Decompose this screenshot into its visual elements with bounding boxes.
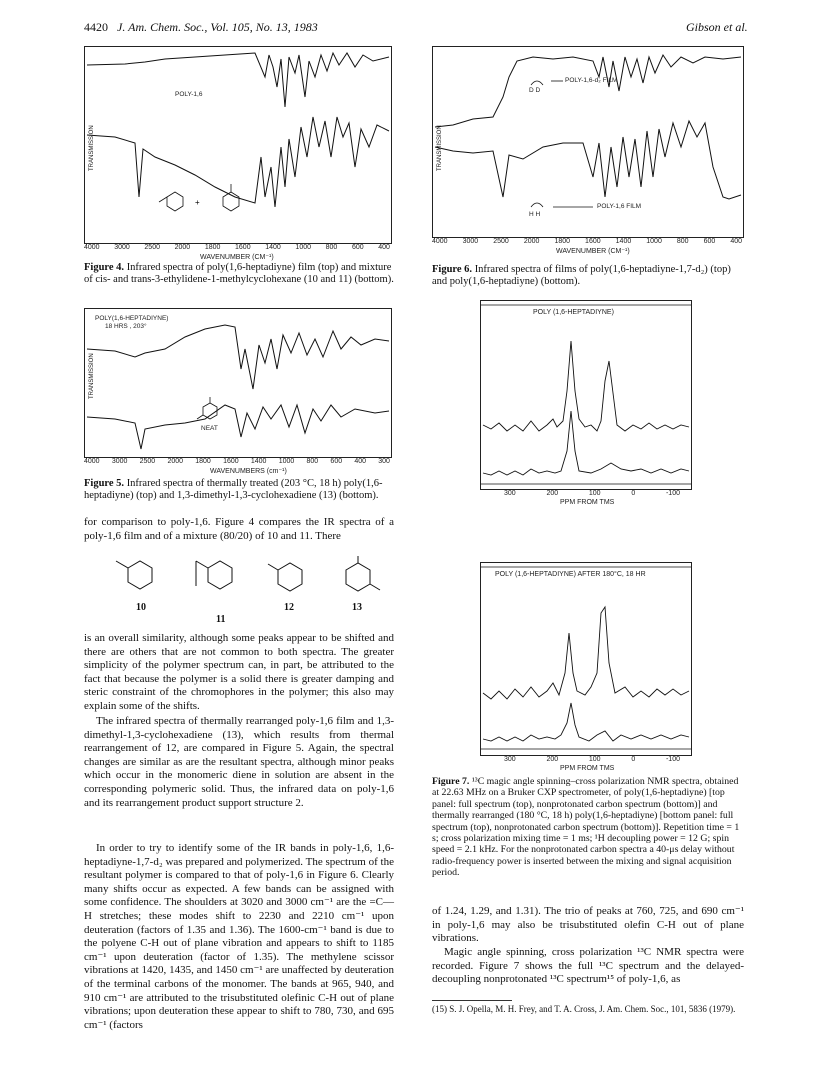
fig7-bottom-xticks: 300 200 100 0 -100	[504, 756, 680, 763]
right-paragraph-2: Magic angle spinning, cross polarization ¹³C NMR spectra were recorded. Figure 7 shows the full ¹³C spectrum and the delayed-decoupling nonprotonated ¹³C spectrum¹⁵ of poly-1,6, as	[432, 946, 744, 986]
fig6-top-atoms: D D	[529, 87, 541, 94]
fig4-top-label: POLY-1,6	[175, 91, 203, 98]
compound-13: 13	[352, 602, 362, 613]
left-paragraph-3: The infrared spectra of thermally rearranged poly-1,6 film and 1,3-dimethyl-1,3-cyclohexadiene (13), which results from thermal rearrangement of 12, are compared in Figure 5. Again, the spectral changes are similar as are the resultant spectra, although minor peaks which occur in the monomeric diene in solution are absent in the corresponding polymeric solid. Thus, the infrared data on poly-1,6 and its rearrangement product support structure 2.	[84, 715, 394, 809]
fig5-bottom-label: NEAT	[201, 425, 218, 432]
fig5-top-label-1: POLY(1,6-HEPTADIYNE)	[95, 315, 169, 322]
compound-12: 12	[284, 602, 294, 613]
compound-10: 10	[136, 602, 146, 613]
left-paragraph-2: is an overall similarity, although some peaks appear to be shifted and there are others that are not common to both spectra. The greater simplicity of the polymer spectrum can, in part, be attributed to the fact that because the polymer is a solid there is greater damping and steric constraint of the chromophores in the polymer; this also may explain some of the shifts.	[84, 632, 394, 712]
fig6-xlabel: WAVENUMBER (CM⁻¹)	[556, 248, 630, 255]
figure-7-bottom-plot	[480, 562, 692, 756]
fig6-bottom-label: POLY-1,6 FILM	[597, 203, 642, 210]
svg-text:+: +	[195, 198, 200, 207]
figure-4-plot	[84, 46, 392, 244]
fig6-top-label: POLY-1,6-d₂ FILM	[565, 77, 618, 84]
journal-citation: J. Am. Chem. Soc., Vol. 105, No. 13, 1983	[117, 20, 318, 34]
left-paragraph-1: for comparison to poly-1,6. Figure 4 compares the IR spectra of a poly-1,6 film and of a mixture (80/20) of 10 and 11. There	[84, 516, 394, 542]
page-number: 4420	[84, 20, 108, 34]
fig6-xticks: 4000 3000 2500 2000 1800 1600 1400 1000 800 600 400	[432, 238, 742, 245]
fig5-top-label-2: 18 HRS , 203°	[105, 323, 147, 330]
fig5-xlabel: WAVENUMBERS (cm⁻¹)	[210, 468, 287, 475]
figure-5-spectra	[85, 309, 391, 457]
figure-6-spectra	[433, 47, 743, 237]
fig7-bottom-xlabel: PPM FROM TMS	[560, 765, 615, 772]
footnote-rule	[432, 1000, 512, 1001]
figure-7-top-plot	[480, 300, 692, 490]
fig4-xticks: 4000 3000 2500 2000 1800 1600 1400 1000 800 600 400	[84, 244, 390, 251]
fig4-xlabel: WAVENUMBER (CM⁻¹)	[200, 254, 274, 261]
fig4-ylabel: TRANSMISSION	[89, 125, 95, 171]
footnote-15: (15) S. J. Opella, M. H. Frey, and T. A. Cross, J. Am. Chem. Soc., 101, 5836 (1979).	[432, 1004, 736, 1014]
page-header	[84, 20, 318, 35]
fig7-top-xlabel: PPM FROM TMS	[560, 499, 615, 506]
fig5-ylabel: TRANSMISSION	[89, 353, 95, 399]
compound-11: 11	[216, 614, 226, 625]
fig7-bottom-title: POLY (1,6-HEPTADIYNE) AFTER 180°C, 18 HR	[495, 571, 646, 578]
figure-6-caption: Figure 6. Infrared spectra of films of poly(1,6-heptadiyne-1,7-d₂) (top) and poly(1,6-heptadiyne) (bottom).	[432, 264, 731, 287]
figure-5-caption: Figure 5. Infrared spectra of thermally treated (203 °C, 18 h) poly(1,6-heptadiyne) (top) and 1,3-dimethyl-1,3-cyclohexadiene (13) (bottom).	[84, 478, 383, 501]
left-paragraph-4: In order to try to identify some of the IR bands in poly-1,6, 1,6-heptadiyne-1,7-d₂ was prepared and polymerized. The spectrum of the resultant polymer is compared to that of poly-1,6 in Figure 6. Clearly many shifts occur as expected. A few bands can be assigned with some confidence. The shoulders at 3020 and 3000 cm⁻¹ are the =C—H stretches; these modes shift to 2230 and 2210 cm⁻¹ upon deuteration (factors of 1.35 and 1.36). The 1600-cm⁻¹ band is due to the polyene C-H out of plane vibration and appears to shift to 1185 cm⁻¹ upon deuteration (factor of 1.35). The methylene scissor vibrations at 1420, 1435, and 1450 cm⁻¹ are unaffected by deuteration of the terminal carbons of the monomer. The bands at 965, 940, and 910 cm⁻¹ are attributed to the trisubstituted olefinic C-H out of plane vibrations; upon deuteration these appear to shift to 780, 730, and 695 cm⁻¹ (factors	[84, 842, 394, 1031]
fig6-bottom-atoms: H H	[529, 211, 541, 218]
fig6-ylabel: TRANSMISSION	[437, 125, 443, 171]
figure-4-spectra	[85, 47, 391, 243]
figure-7-top-spectra	[481, 301, 691, 489]
authors: Gibson et al.	[686, 20, 748, 34]
figure-5-plot	[84, 308, 392, 458]
figure-6-plot	[432, 46, 744, 238]
figure-4-caption: Figure 4. Infrared spectra of poly(1,6-heptadiyne) film (top) and mixture of cis- and trans-3-ethylidene-1-methylcyclohexane (10 and 11) (bottom).	[84, 262, 394, 285]
right-paragraph-1: of 1.24, 1.29, and 1.31). The trio of peaks at 760, 725, and 690 cm⁻¹ in poly-1,6 may also be trisubstituted olefin C-H out of plane vibrations.	[432, 905, 744, 945]
figure-7-caption: Figure 7. ¹³C magic angle spinning–cross polarization NMR spectra, obtained at 22.63 MHz on a Bruker CXP spectrometer, of poly(1,6-heptadiyne) [top panel: full spectrum (top), nonprotonated carbon spectrum (bottom)] and thermally rearranged (180 °C, 18 h) poly(1,6-heptadiyne) [bottom panel: full spectrum (top), nonprotonated carbon spectrum (bottom)]. Repetition time = 1 s; cross polarization mixing time = 1 ms; ¹H decoupling power = 12 G; spin speed = 2.1 kHz. For the nonprotonated carbon spectra a 40-μs delay without radio-frequency power is inserted between the mixing and signal acquisition period.	[432, 776, 740, 879]
fig7-top-xticks: 300 200 100 0 -100	[504, 490, 680, 497]
fig5-xticks: 4000 3000 2500 2000 1800 1600 1400 1000 800 600 400 300	[84, 458, 390, 465]
figure-7-bottom-spectra	[481, 563, 691, 755]
fig7-top-title: POLY (1,6-HEPTADIYNE)	[533, 309, 614, 316]
